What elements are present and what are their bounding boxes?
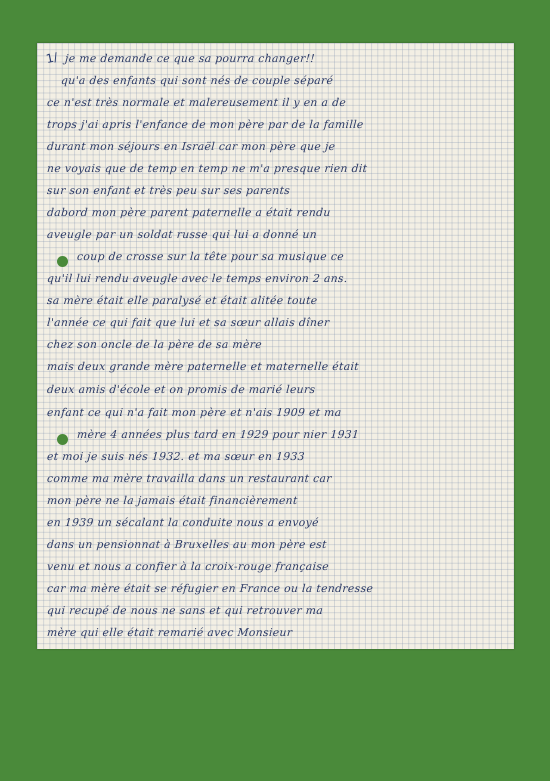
text-line: mon père ne la jamais était financièrement [46,494,299,507]
text-line: qui recupé de nous ne sans et qui retrouver ma [46,604,324,617]
text-line: venu et nous a confier à la croix-rouge française [46,560,330,573]
text-line: sur son enfant et très peu sur ses parents [46,184,291,197]
text-line: aveugle par un soldat russe qui lui a donné un [46,228,318,241]
text-line: qu'il lui rendu aveugle avec le temps environ 2 ans. [46,272,349,285]
text-line: durant mon séjours en Israël car mon père que je [46,140,336,153]
text-line: ne voyais que de temp en temp ne m'a presque rien dit [46,162,368,175]
text-line: l'année ce qui fait que lui et sa sœur allais dîner [46,316,330,329]
text-line: et moi je suis nés 1932. et ma sœur en 1933 [46,450,306,463]
handwritten-letter-page [37,43,514,649]
text-line: dabord mon père parent paternelle a était rendu [46,206,332,219]
text-line: chez son oncle de la père de sa mère [46,338,263,351]
text-line: car ma mère était se réfugier en France ou la tendresse [46,582,374,595]
text-line: je me demande ce que sa pourra changer!! [64,52,316,65]
text-line: sa mère était elle paralysé et était alitée toute [46,294,319,307]
text-line: mère 4 années plus tard en 1929 pour nier 1931 [76,428,360,441]
text-line: qu'a des enfants qui sont nés de couple séparé [60,74,334,87]
text-line: deux amis d'école et on promis de marié leurs [46,383,316,396]
page-number: 1/ [44,49,60,67]
text-line: dans un pensionnat à Bruxelles au mon père est [46,538,328,551]
text-line: enfant ce qui n'a fait mon père et n'ais 1909 et ma [46,406,343,419]
text-line: en 1939 un sécalant la conduite nous a envoyé [46,516,320,529]
text-line: trops j'ai apris l'enfance de mon père par de la famille [46,118,365,131]
text-line: comme ma mère travailla dans un restaurant car [46,472,333,485]
text-line: ce n'est très normale et malereusement il y en a de [46,96,347,109]
text-line: mère qui elle était remarié avec Monsieur [46,626,293,639]
text-line: coup de crosse sur la tête pour sa musique ce [76,250,345,263]
text-line: mais deux grande mère paternelle et maternelle était [46,360,360,373]
